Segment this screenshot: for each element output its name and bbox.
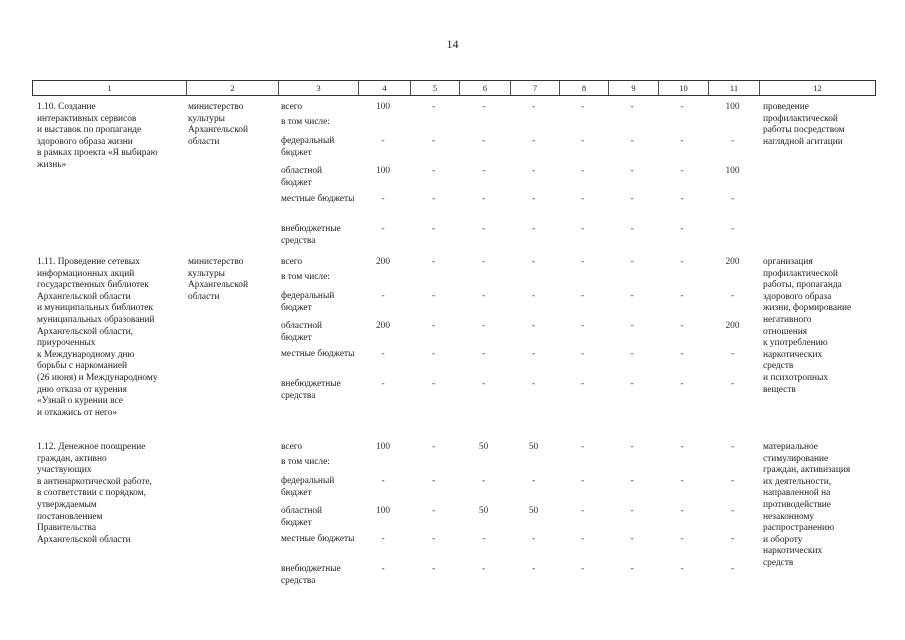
- value-cell: -: [730, 291, 735, 301]
- value-cell: -: [531, 379, 536, 389]
- value-cell: -: [580, 534, 585, 544]
- value-cell: -: [481, 291, 486, 301]
- value-cell: -: [531, 136, 536, 146]
- measure-title-line: интерактивных сервисов: [37, 113, 137, 124]
- value-cell: -: [431, 321, 436, 331]
- value-cell: -: [730, 476, 735, 486]
- value-cell: -: [481, 321, 486, 331]
- value-cell: -: [381, 534, 385, 544]
- value-cell: -: [630, 349, 634, 359]
- value-cell: -: [730, 136, 735, 146]
- value-cell: -: [630, 321, 634, 331]
- value-cell: -: [431, 224, 436, 234]
- funding-label: в том числе:: [281, 117, 330, 127]
- result-line: распространению: [763, 523, 835, 534]
- funding-label: местные бюджеты: [281, 534, 355, 544]
- value-cell: -: [580, 194, 585, 204]
- executor-line: министерство: [188, 257, 244, 267]
- measure-title-line: к Международному дню: [37, 349, 135, 360]
- value-cell: -: [580, 379, 585, 389]
- value-cell: -: [580, 102, 585, 112]
- page-number: 14: [446, 37, 459, 51]
- result-line: наркотических: [763, 349, 823, 360]
- value-cell: -: [580, 224, 585, 234]
- result-line: их деятельности,: [763, 476, 832, 487]
- column-header-9: 9: [608, 81, 658, 95]
- column-header-row: [32, 80, 876, 96]
- value-cell: 50: [478, 442, 489, 452]
- measure-title-line: «Узнай о курении все: [37, 396, 123, 407]
- measure-title-line: информационных акций: [37, 268, 135, 279]
- value-cell: -: [630, 224, 634, 234]
- value-cell: -: [680, 442, 684, 452]
- value-cell: -: [481, 102, 486, 112]
- executor-line: культуры: [188, 113, 225, 124]
- measure-title-line: и выставок по пропаганде: [37, 125, 142, 136]
- measure-title-line: и муниципальных библиотек: [37, 303, 154, 314]
- result-line: наглядной агитации: [763, 136, 843, 147]
- result-line: здорового образа: [763, 291, 832, 302]
- result-line: работы, пропаганда: [763, 280, 842, 291]
- value-cell: -: [481, 194, 486, 204]
- value-cell: -: [381, 379, 385, 389]
- result-line: проведение: [763, 102, 809, 112]
- value-cell: -: [580, 442, 585, 452]
- value-cell: -: [481, 564, 486, 574]
- measure-title-line: приуроченных: [37, 338, 96, 349]
- value-cell: -: [531, 349, 536, 359]
- value-cell: -: [381, 476, 385, 486]
- value-cell: -: [481, 166, 486, 176]
- result-line: организация: [763, 257, 813, 267]
- value-cell: -: [630, 291, 634, 301]
- value-cell: 50: [478, 506, 489, 516]
- executor-line: области: [188, 291, 220, 302]
- value-cell: -: [580, 564, 585, 574]
- value-cell: -: [630, 564, 634, 574]
- measure-title-line: граждан, активно: [37, 453, 107, 464]
- column-header-10: 10: [658, 81, 708, 95]
- value-cell: -: [630, 257, 634, 267]
- value-cell: -: [531, 321, 536, 331]
- value-cell: -: [431, 506, 436, 516]
- column-header-3: 3: [278, 81, 358, 95]
- measure-title-line: в рамках проекта «Я выбираю: [37, 148, 158, 159]
- measure-title-line: 1.10. Создание: [37, 102, 96, 112]
- measure-title-line: участвующих: [37, 465, 92, 476]
- value-cell: -: [580, 291, 585, 301]
- value-cell: -: [580, 321, 585, 331]
- measure-title-line: в антинаркотической работе,: [37, 476, 152, 487]
- value-cell: -: [381, 224, 385, 234]
- value-cell: 100: [375, 506, 391, 516]
- value-cell: -: [730, 534, 735, 544]
- value-cell: 200: [375, 321, 391, 331]
- value-cell: -: [680, 291, 684, 301]
- funding-label: областной бюджет: [281, 166, 323, 188]
- value-cell: 100: [375, 102, 391, 112]
- value-cell: -: [531, 257, 536, 267]
- measure-title-line: здорового образа жизни: [37, 136, 133, 147]
- result-line: негативного: [763, 315, 812, 325]
- value-cell: -: [630, 166, 634, 176]
- measure-title-line: Архангельской области,: [37, 326, 134, 337]
- column-header-6: 6: [459, 81, 510, 95]
- value-cell: -: [580, 506, 585, 516]
- value-cell: -: [680, 257, 684, 267]
- measure-title-line: жизнь»: [37, 160, 67, 170]
- measure-title-line: утверждаемым: [37, 500, 97, 510]
- value-cell: -: [680, 379, 684, 389]
- result-line: отношения: [763, 326, 808, 337]
- value-cell: -: [680, 506, 684, 516]
- funding-label: федеральный бюджет: [281, 476, 335, 498]
- value-cell: -: [680, 321, 684, 331]
- column-header-12: 12: [759, 81, 875, 95]
- value-cell: -: [680, 534, 684, 544]
- value-cell: -: [431, 349, 436, 359]
- value-cell: -: [381, 291, 385, 301]
- executor-line: министерство: [188, 102, 244, 112]
- measure-title-line: борьбы с наркоманией: [37, 361, 128, 372]
- result-line: и обороту: [763, 534, 803, 545]
- funding-label: всего: [281, 442, 303, 452]
- funding-label: местные бюджеты: [281, 194, 355, 204]
- value-cell: -: [481, 534, 486, 544]
- value-cell: -: [431, 534, 436, 544]
- result-line: наркотических: [763, 546, 823, 557]
- funding-label: областной бюджет: [281, 506, 323, 528]
- measure-title-line: 1.11. Проведение сетевых: [37, 257, 140, 267]
- value-cell: 50: [528, 506, 539, 516]
- value-cell: 50: [528, 442, 539, 452]
- value-cell: 100: [375, 166, 391, 176]
- result-line: к употреблению: [763, 338, 828, 349]
- measure-title-line: Архангельской области: [37, 291, 131, 302]
- measure-title-line: 1.12. Денежное поощрение: [37, 442, 146, 452]
- funding-label: областной бюджет: [281, 321, 323, 343]
- value-cell: -: [431, 194, 436, 204]
- value-cell: 200: [725, 321, 740, 331]
- value-cell: -: [381, 194, 385, 204]
- value-cell: 100: [725, 102, 740, 112]
- value-cell: -: [630, 136, 634, 146]
- value-cell: -: [531, 476, 536, 486]
- value-cell: -: [531, 224, 536, 234]
- value-cell: -: [680, 102, 684, 112]
- value-cell: -: [531, 534, 536, 544]
- funding-label: в том числе:: [281, 457, 330, 467]
- result-line: материальное: [763, 442, 818, 452]
- value-cell: -: [630, 194, 634, 204]
- value-cell: -: [680, 224, 684, 234]
- value-cell: -: [431, 136, 436, 146]
- measure-title-line: (26 июня) и Международному: [37, 373, 158, 383]
- result-line: средств: [763, 558, 794, 568]
- column-header-5: 5: [410, 81, 459, 95]
- result-line: профилактической: [763, 268, 838, 279]
- executor-line: Архангельской: [188, 125, 248, 136]
- value-cell: -: [531, 166, 536, 176]
- value-cell: -: [680, 194, 684, 204]
- value-cell: -: [630, 379, 634, 389]
- result-line: и психотропных: [763, 373, 829, 383]
- result-line: направленной на: [763, 488, 831, 499]
- value-cell: -: [431, 291, 436, 301]
- funding-label: внебюджетные средства: [281, 224, 341, 246]
- measure-title-line: и откажись от него»: [37, 407, 118, 418]
- value-cell: -: [730, 564, 735, 574]
- funding-label: федеральный бюджет: [281, 291, 335, 313]
- result-line: незаконному: [763, 511, 815, 522]
- column-header-4: 4: [358, 81, 410, 95]
- value-cell: -: [481, 349, 486, 359]
- value-cell: -: [580, 349, 585, 359]
- value-cell: -: [580, 476, 585, 486]
- value-cell: 100: [375, 442, 391, 452]
- value-cell: 200: [375, 257, 391, 267]
- measure-title-line: Архангельской области: [37, 534, 131, 545]
- value-cell: -: [730, 506, 735, 516]
- value-cell: -: [730, 194, 735, 204]
- value-cell: -: [730, 442, 735, 452]
- value-cell: -: [680, 564, 684, 574]
- value-cell: -: [481, 224, 486, 234]
- value-cell: -: [680, 476, 684, 486]
- value-cell: -: [481, 136, 486, 146]
- result-line: противодействие: [763, 500, 831, 510]
- value-cell: -: [381, 564, 385, 574]
- column-header-1: 1: [107, 83, 112, 93]
- value-cell: -: [431, 257, 436, 267]
- result-line: профилактической: [763, 113, 838, 124]
- funding-label: федеральный бюджет: [281, 136, 335, 158]
- value-cell: -: [481, 257, 486, 267]
- value-cell: -: [630, 534, 634, 544]
- column-header-7: 7: [510, 81, 559, 95]
- measure-title-line: постановлением: [37, 511, 103, 522]
- value-cell: -: [580, 166, 585, 176]
- value-cell: -: [630, 476, 634, 486]
- value-cell: -: [531, 102, 536, 112]
- measure-title-line: государственных библиотек: [37, 280, 149, 291]
- column-header-11: 11: [708, 81, 759, 95]
- value-cell: 100: [725, 166, 740, 176]
- value-cell: -: [730, 224, 735, 234]
- value-cell: -: [580, 136, 585, 146]
- value-cell: -: [381, 136, 385, 146]
- value-cell: -: [481, 476, 486, 486]
- value-cell: -: [431, 442, 436, 452]
- funding-label: местные бюджеты: [281, 349, 355, 359]
- value-cell: -: [531, 194, 536, 204]
- funding-label: внебюджетные средства: [281, 564, 341, 586]
- funding-label: в том числе:: [281, 272, 330, 282]
- value-cell: -: [531, 564, 536, 574]
- value-cell: -: [431, 476, 436, 486]
- value-cell: -: [680, 136, 684, 146]
- value-cell: -: [431, 166, 436, 176]
- funding-label: внебюджетные средства: [281, 379, 341, 401]
- value-cell: -: [630, 442, 634, 452]
- value-cell: -: [680, 349, 684, 359]
- executor-line: Архангельской: [188, 280, 248, 291]
- value-cell: -: [630, 102, 634, 112]
- funding-label: всего: [281, 102, 303, 112]
- value-cell: -: [680, 166, 684, 176]
- funding-label: всего: [281, 257, 303, 267]
- measure-title-line: Правительства: [37, 523, 96, 534]
- executor-line: культуры: [188, 268, 225, 279]
- result-line: граждан, активизация: [763, 465, 851, 476]
- value-cell: -: [580, 257, 585, 267]
- value-cell: -: [481, 379, 486, 389]
- value-cell: -: [381, 349, 385, 359]
- column-header-8: 8: [559, 81, 608, 95]
- measure-title-line: в соответствии с порядком,: [37, 488, 146, 499]
- value-cell: -: [431, 102, 436, 112]
- value-cell: -: [730, 379, 735, 389]
- result-line: веществ: [763, 384, 796, 395]
- column-header-2: 2: [186, 81, 278, 95]
- value-cell: -: [630, 506, 634, 516]
- value-cell: -: [730, 349, 735, 359]
- result-line: стимулирование: [763, 453, 829, 464]
- measure-title-line: муниципальных образований: [37, 315, 155, 325]
- value-cell: -: [531, 291, 536, 301]
- value-cell: 200: [725, 257, 740, 267]
- result-line: работы посредством: [763, 125, 845, 136]
- result-line: жизни, формирование: [763, 303, 852, 314]
- result-line: средств: [763, 361, 794, 372]
- measure-title-line: дню отказа от курения: [37, 384, 127, 395]
- executor-line: области: [188, 136, 220, 147]
- value-cell: -: [431, 379, 436, 389]
- value-cell: -: [431, 564, 436, 574]
